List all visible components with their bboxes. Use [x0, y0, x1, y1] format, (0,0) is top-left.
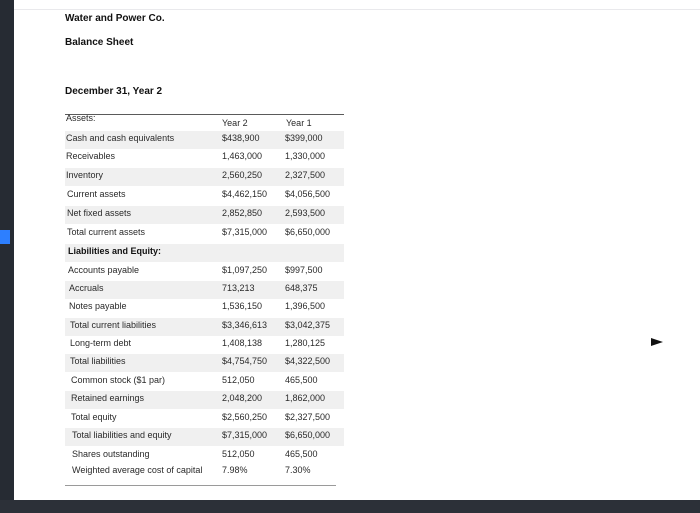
row-label: Total liabilities and equity: [72, 430, 172, 440]
row-label: Accruals: [69, 283, 104, 293]
year2-value: 2,048,200: [222, 393, 263, 403]
company-name: Water and Power Co.: [65, 13, 165, 24]
photo-bottom-edge: [0, 500, 700, 513]
year1-value: 1,862,000: [285, 393, 326, 403]
row-label: Weighted average cost of capital: [72, 465, 203, 475]
year1-value: 1,396,500: [285, 301, 326, 311]
year2-value: 2,852,850: [222, 208, 263, 218]
year2-value: 1,536,150: [222, 301, 263, 311]
year2-value: $4,754,750: [222, 356, 268, 366]
year2-value: $438,900: [222, 133, 260, 143]
year2-value: $2,560,250: [222, 412, 268, 422]
year2-value: 7.98%: [222, 465, 248, 475]
row-label: Accounts payable: [68, 265, 140, 275]
year1-value: $997,500: [285, 265, 323, 275]
row-label: Current assets: [67, 189, 126, 199]
year2-value: 1,408,138: [222, 338, 263, 348]
year1-value: $6,650,000: [285, 430, 331, 440]
year2-value: 2,560,250: [222, 170, 263, 180]
year2-value: 713,213: [222, 283, 255, 293]
year1-value: $4,056,500: [285, 189, 331, 199]
year1-value: 2,327,500: [285, 170, 326, 180]
photo-left-edge: [0, 0, 14, 513]
year2-value: $3,346,613: [222, 320, 268, 330]
year1-value: 1,330,000: [285, 151, 326, 161]
year1-value: 1,280,125: [285, 338, 326, 348]
year2-value: 512,050: [222, 375, 255, 385]
cursor-arrow-icon: [651, 338, 663, 346]
row-label: Retained earnings: [71, 393, 145, 403]
year2-value: $4,462,150: [222, 189, 268, 199]
row-label: Long-term debt: [70, 338, 132, 348]
row-label: Receivables: [66, 151, 116, 161]
year2-value: $1,097,250: [222, 265, 268, 275]
year1-value: 465,500: [285, 449, 318, 459]
row-label: Shares outstanding: [72, 449, 150, 459]
year2-value: $7,315,000: [222, 430, 268, 440]
row-label: Total equity: [71, 412, 117, 422]
row-label: Notes payable: [69, 301, 127, 311]
year2-value: 512,050: [222, 449, 255, 459]
blue-tab-marker: [0, 230, 10, 244]
year1-value: $6,650,000: [285, 227, 331, 237]
year2-value: $7,315,000: [222, 227, 268, 237]
top-divider: [14, 9, 700, 10]
year1-value: $399,000: [285, 133, 323, 143]
row-label: Cash and cash equivalents: [66, 133, 175, 143]
row-label: Total current assets: [67, 227, 146, 237]
statement-title: Balance Sheet: [65, 37, 134, 48]
column-header-year1: Year 1: [286, 118, 312, 128]
row-label: Net fixed assets: [67, 208, 132, 218]
statement-date: December 31, Year 2: [65, 86, 163, 97]
year1-value: $2,327,500: [285, 412, 331, 422]
table-top-rule: [65, 114, 344, 115]
year1-value: 465,500: [285, 375, 318, 385]
year1-value: $3,042,375: [285, 320, 331, 330]
table-bottom-rule: [65, 485, 336, 486]
row-label: Liabilities and Equity:: [68, 246, 162, 256]
year1-value: 648,375: [285, 283, 318, 293]
year1-value: $4,322,500: [285, 356, 331, 366]
row-label: Inventory: [66, 170, 104, 180]
year2-value: 1,463,000: [222, 151, 263, 161]
row-label: Assets:: [66, 113, 96, 123]
row-label: Common stock ($1 par): [71, 375, 166, 385]
year1-value: 7.30%: [285, 465, 311, 475]
column-header-year2: Year 2: [222, 118, 248, 128]
row-label: Total liabilities: [70, 356, 126, 366]
row-label: Total current liabilities: [70, 320, 157, 330]
year1-value: 2,593,500: [285, 208, 326, 218]
